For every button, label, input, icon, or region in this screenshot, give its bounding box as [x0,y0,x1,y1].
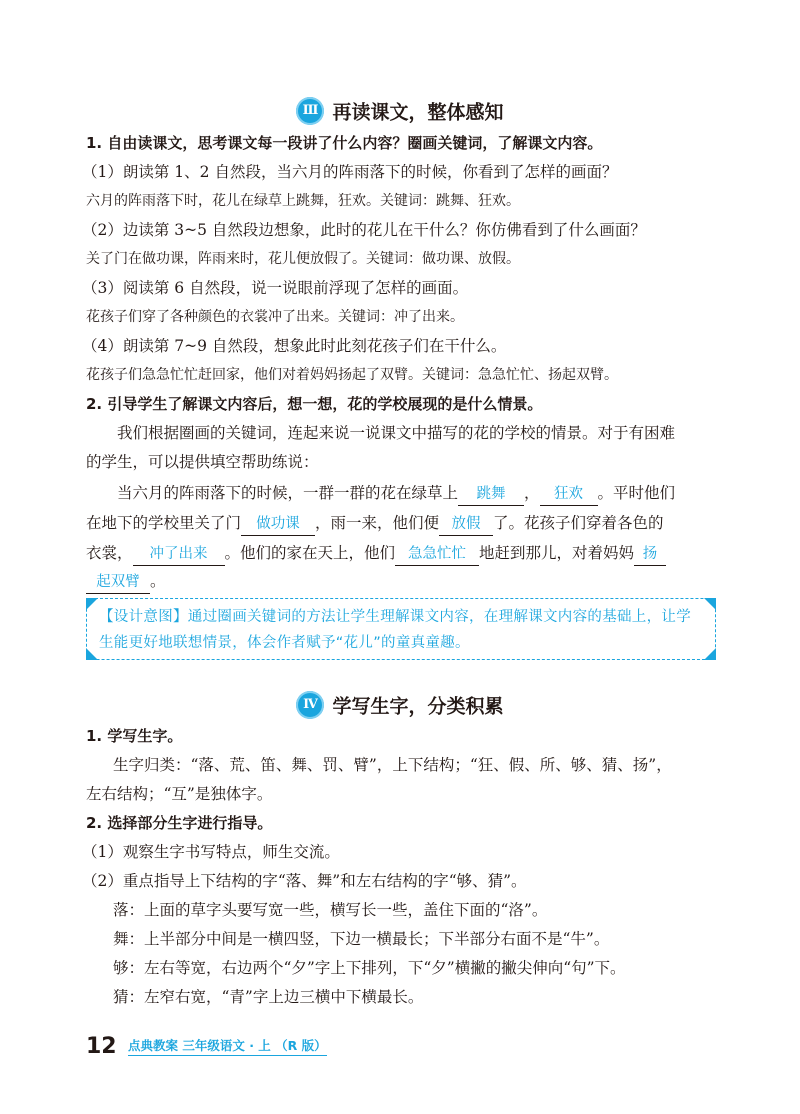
corner-mark [86,648,98,660]
fill-text: 了。花孩子们穿着各色的 [493,514,664,532]
fill-text: 当六月的阵雨落下的时候，一群一群的花在绿草上 [117,484,459,502]
fill-blank: 急急忙忙 [395,543,479,566]
design-intent-text: 【设计意图】通过圈画关键词的方法让学生理解课文内容，在理解课文内容的基础上，让学生能更好地联想情景，体会作者赋予“花儿”的童真童趣。 [99,609,691,651]
intro-line-1: 我们根据圈画的关键词，连起来说一说课文中描写的花的学校的情景。对于有困难 [117,424,676,442]
fill-blank: 扬 [634,543,666,566]
design-intent-box [86,598,716,660]
sub-question-2: （2）边读第 3~5 自然段边想象，此时的花儿在干什么？你仿佛看到了什么画面？ [82,221,646,239]
fill-blank: 冲了出来 [133,543,225,566]
section-3-heading [0,97,800,125]
section-title: 再读课文，整体感知 [332,101,504,124]
fill-blank: 放假 [439,513,493,536]
question-1: 1. 学写生字。 [86,727,183,745]
fill-line-4 [86,569,716,594]
fill-text: 。平时他们 [597,484,676,502]
fill-text: ， [524,484,540,502]
fill-blank: 跳舞 [458,483,524,506]
fill-text: 在地下的学校里关了门 [86,514,242,532]
fill-text: 衣裳， [86,544,133,562]
step-2: （2）重点指导上下结构的字“落、舞”和左右结构的字“够、猜”。 [82,872,527,890]
char-guide-luo: 落：上面的草字头要写宽一些，横写长一些，盖住下面的“洛”。 [113,901,548,919]
answer-1: 六月的阵雨落下时，花儿在绿草上跳舞，狂欢。关键词：跳舞、狂欢。 [86,193,520,209]
corner-mark [704,598,716,610]
fill-line-1 [117,481,717,506]
fill-text: 地赶到那儿，对着妈妈 [479,544,635,562]
char-guide-gou: 够：左右等宽，右边两个“夕”字上下排列，下“夕”横撇的撇尖伸向“句”下。 [113,959,626,977]
char-guide-cai: 猜：左窄右宽，“青”字上边三横中下横最长。 [113,988,424,1006]
char-guide-wu: 舞：上半部分中间是一横四竖，下边一横最长；下半部分右面不是“牛”。 [113,930,610,948]
corner-mark [704,648,716,660]
answer-4: 花孩子们急急忙忙赶回家，他们对着妈妈扬起了双臂。关键词：急急忙忙、扬起双臂。 [86,367,618,383]
question-2: 2. 选择部分生字进行指导。 [86,814,273,832]
sub-question-3: （3）阅读第 6 自然段，说一说眼前浮现了怎样的画面。 [82,279,469,297]
section-number-badge: Ⅳ [296,691,324,719]
sub-question-4: （4）朗读第 7~9 自然段，想象此时此刻花孩子们在干什么。 [82,337,507,355]
fill-text: 。 [150,572,166,590]
section-number-badge: Ⅲ [296,97,324,125]
step-1: （1）观察生字书写特点，师生交流。 [82,843,340,861]
section-4-heading [0,691,800,719]
category-line-1: 生字归类：“落、荒、笛、舞、罚、臂”，上下结构；“狂、假、所、够、猜、扬”， [113,756,672,774]
fill-text: 。他们的家在天上，他们 [224,544,396,562]
question-1: 1. 自由读课文，思考课文每一段讲了什么内容？圈画关键词，了解课文内容。 [86,134,603,152]
fill-line-2 [86,511,716,536]
fill-blank: 起双臂 [86,571,150,594]
category-line-2: 左右结构；“互”是独体字。 [86,785,273,803]
page-number: 12 [86,1034,117,1059]
answer-3: 花孩子们穿了各种颜色的衣裳冲了出来。关键词：冲了出来。 [86,309,464,325]
fill-blank: 狂欢 [540,483,598,506]
answer-2: 关了门在做功课，阵雨来时，花儿便放假了。关键词：做功课、放假。 [86,251,520,267]
sub-question-1: （1）朗读第 1、2 自然段，当六月的阵雨落下的时候，你看到了怎样的画面？ [82,163,618,181]
corner-mark [86,598,98,610]
question-2: 2. 引导学生了解课文内容后，想一想，花的学校展现的是什么情景。 [86,395,543,413]
fill-blank: 做功课 [241,513,315,536]
book-title: 点典教案 三年级语文 · 上 （R 版） [128,1036,327,1056]
intro-line-2: 的学生，可以提供填空帮助练说： [86,453,319,471]
fill-text: ，雨一来，他们便 [315,514,440,532]
section-title: 学写生字，分类积累 [332,695,504,718]
fill-line-3 [86,541,716,566]
